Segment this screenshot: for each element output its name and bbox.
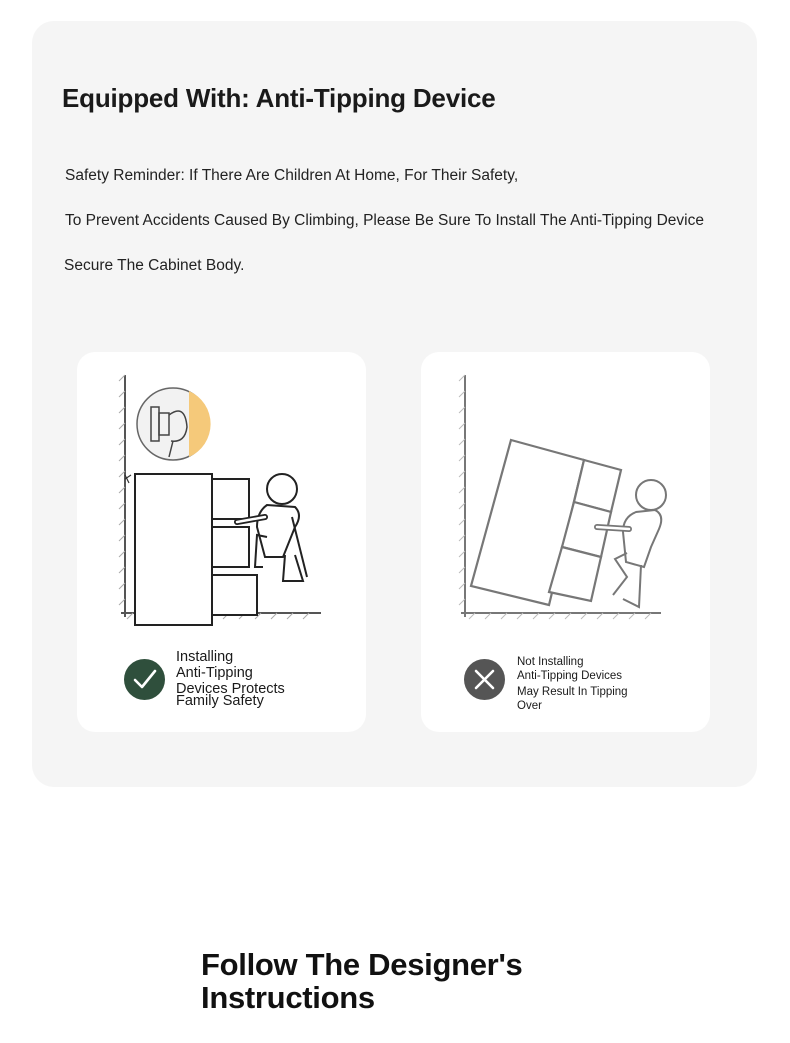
footer-title-line: Instructions [201, 980, 375, 1015]
caption-line: May Result In Tipping [517, 686, 628, 698]
x-circle-icon [464, 659, 505, 700]
caption-line: Anti-Tipping [176, 665, 253, 681]
caption-line: Not Installing [517, 656, 584, 668]
check-circle-icon [124, 659, 165, 700]
footer-title [201, 948, 522, 1014]
section-title: Equipped With: Anti-Tipping Device [62, 83, 496, 113]
caption-line: Anti-Tipping Devices [517, 669, 623, 682]
safety-reminder-line: To Prevent Accidents Caused By Climbing, Please Be Sure To Install The Anti-Tipping Device [65, 212, 704, 229]
installed-caption [176, 649, 326, 709]
caption-line: Over [517, 699, 542, 712]
caption-line: Devices Protects [176, 681, 285, 697]
caption-line: Installing [176, 649, 234, 665]
footer-title-line: Follow The Designer's [201, 947, 523, 982]
caption-line: Family Safety [176, 693, 264, 709]
not-installed-caption [517, 656, 667, 713]
tipping-cabinet-illustration [451, 367, 671, 627]
safety-reminder-line: Safety Reminder: If There Are Children At Home, For Their Safety, [65, 167, 519, 184]
safety-reminder-line: Secure The Cabinet Body. [64, 257, 245, 274]
not-installed-card [421, 352, 710, 732]
child-climbing-secured-cabinet-illustration [107, 367, 327, 627]
installed-card [77, 352, 366, 732]
anti-tipping-panel [32, 21, 757, 787]
